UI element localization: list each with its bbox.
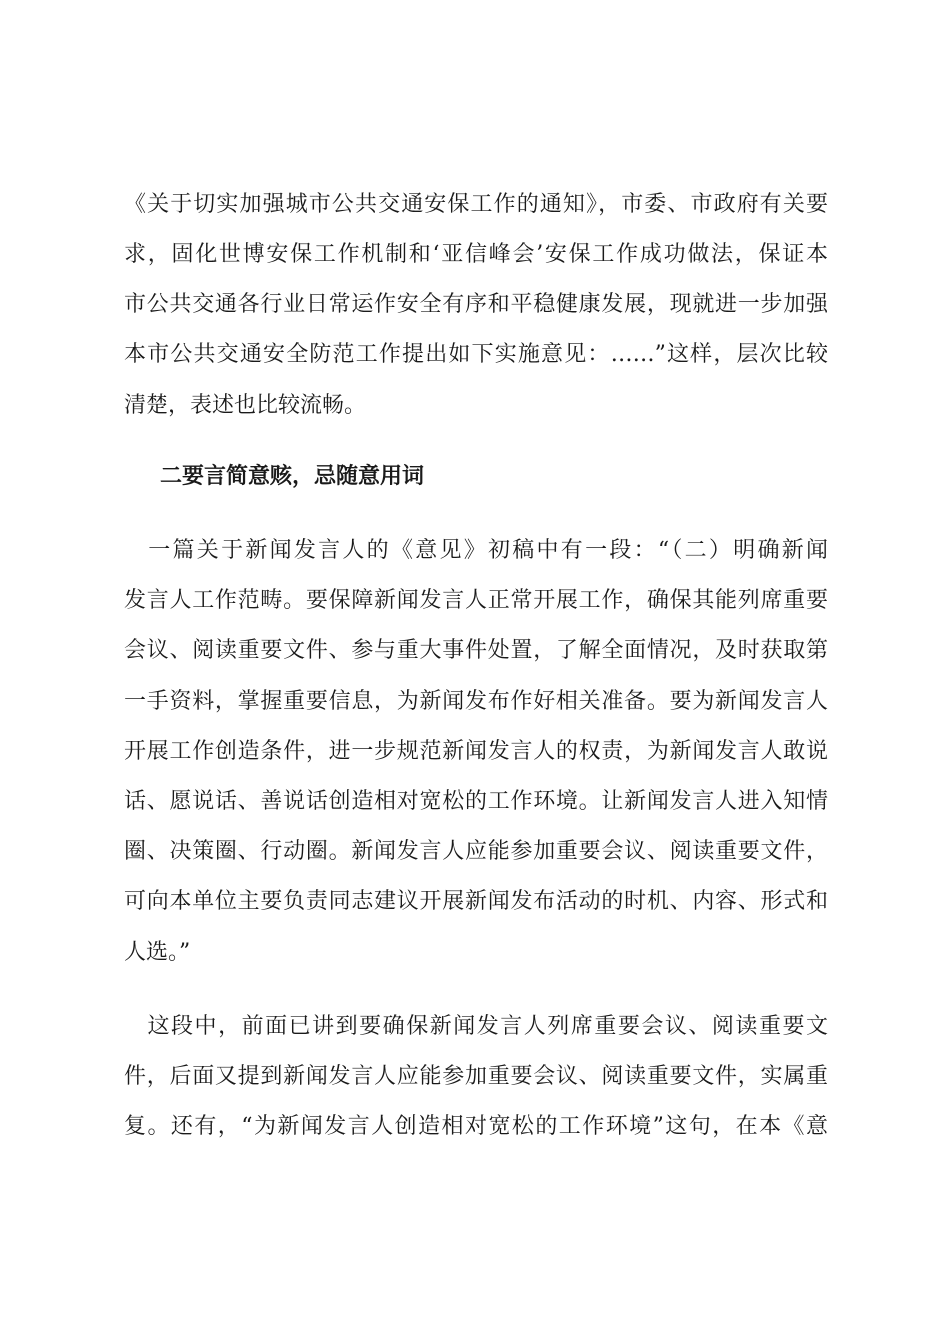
- paragraph-3-line-1: 这段中，前面已讲到要确保新闻发言人列席重要会议、阅读重要文: [124, 1014, 828, 1039]
- paragraph-2-line-2: 发言人工作范畴。要保障新闻发言人正常开展工作，确保其能列席重要: [124, 588, 828, 613]
- paragraph-3-line-2: 件，后面又提到新闻发言人应能参加重要会议、阅读重要文件，实属重: [124, 1064, 828, 1089]
- paragraph-2-line-8: 可向本单位主要负责同志建议开展新闻发布活动的时机、内容、形式和: [124, 889, 828, 914]
- paragraph-2-line-1: 一篇关于新闻发言人的《意见》初稿中有一段：“（二）明确新闻: [124, 538, 828, 563]
- paragraph-2-line-5: 开展工作创造条件，进一步规范新闻发言人的权责，为新闻发言人敢说: [124, 739, 828, 764]
- paragraph-2-line-6: 话、愿说话、善说话创造相对宽松的工作环境。让新闻发言人进入知情: [124, 789, 828, 814]
- section-heading: 二要言简意赅，忌随意用词: [160, 464, 425, 489]
- paragraph-2-line-9: 人选。”: [124, 940, 191, 965]
- paragraph-1-line-5: 清楚，表述也比较流畅。: [124, 393, 367, 418]
- paragraph-1-line-2: 求，固化世博安保工作机制和‘亚信峰会’安保工作成功做法，保证本: [124, 242, 828, 267]
- paragraph-1-line-1: 《关于切实加强城市公共交通安保工作的通知》，市委、市政府有关要: [124, 192, 828, 217]
- paragraph-2-line-4: 一手资料，掌握重要信息，为新闻发布作好相关准备。要为新闻发言人: [124, 689, 828, 714]
- paragraph-1-line-3: 市公共交通各行业日常运作安全有序和平稳健康发展，现就进一步加强: [124, 292, 828, 317]
- paragraph-1-line-4: 本市公共交通安全防范工作提出如下实施意见：……”这样，层次比较: [124, 342, 828, 367]
- paragraph-3-line-3: 复。还有，“为新闻发言人创造相对宽松的工作环境”这句，在本《意: [124, 1114, 828, 1139]
- paragraph-2-line-3: 会议、阅读重要文件、参与重大事件处置，了解全面情况，及时获取第: [124, 638, 828, 663]
- paragraph-2-line-7: 圈、决策圈、行动圈。新闻发言人应能参加重要会议、阅读重要文件，: [124, 839, 828, 864]
